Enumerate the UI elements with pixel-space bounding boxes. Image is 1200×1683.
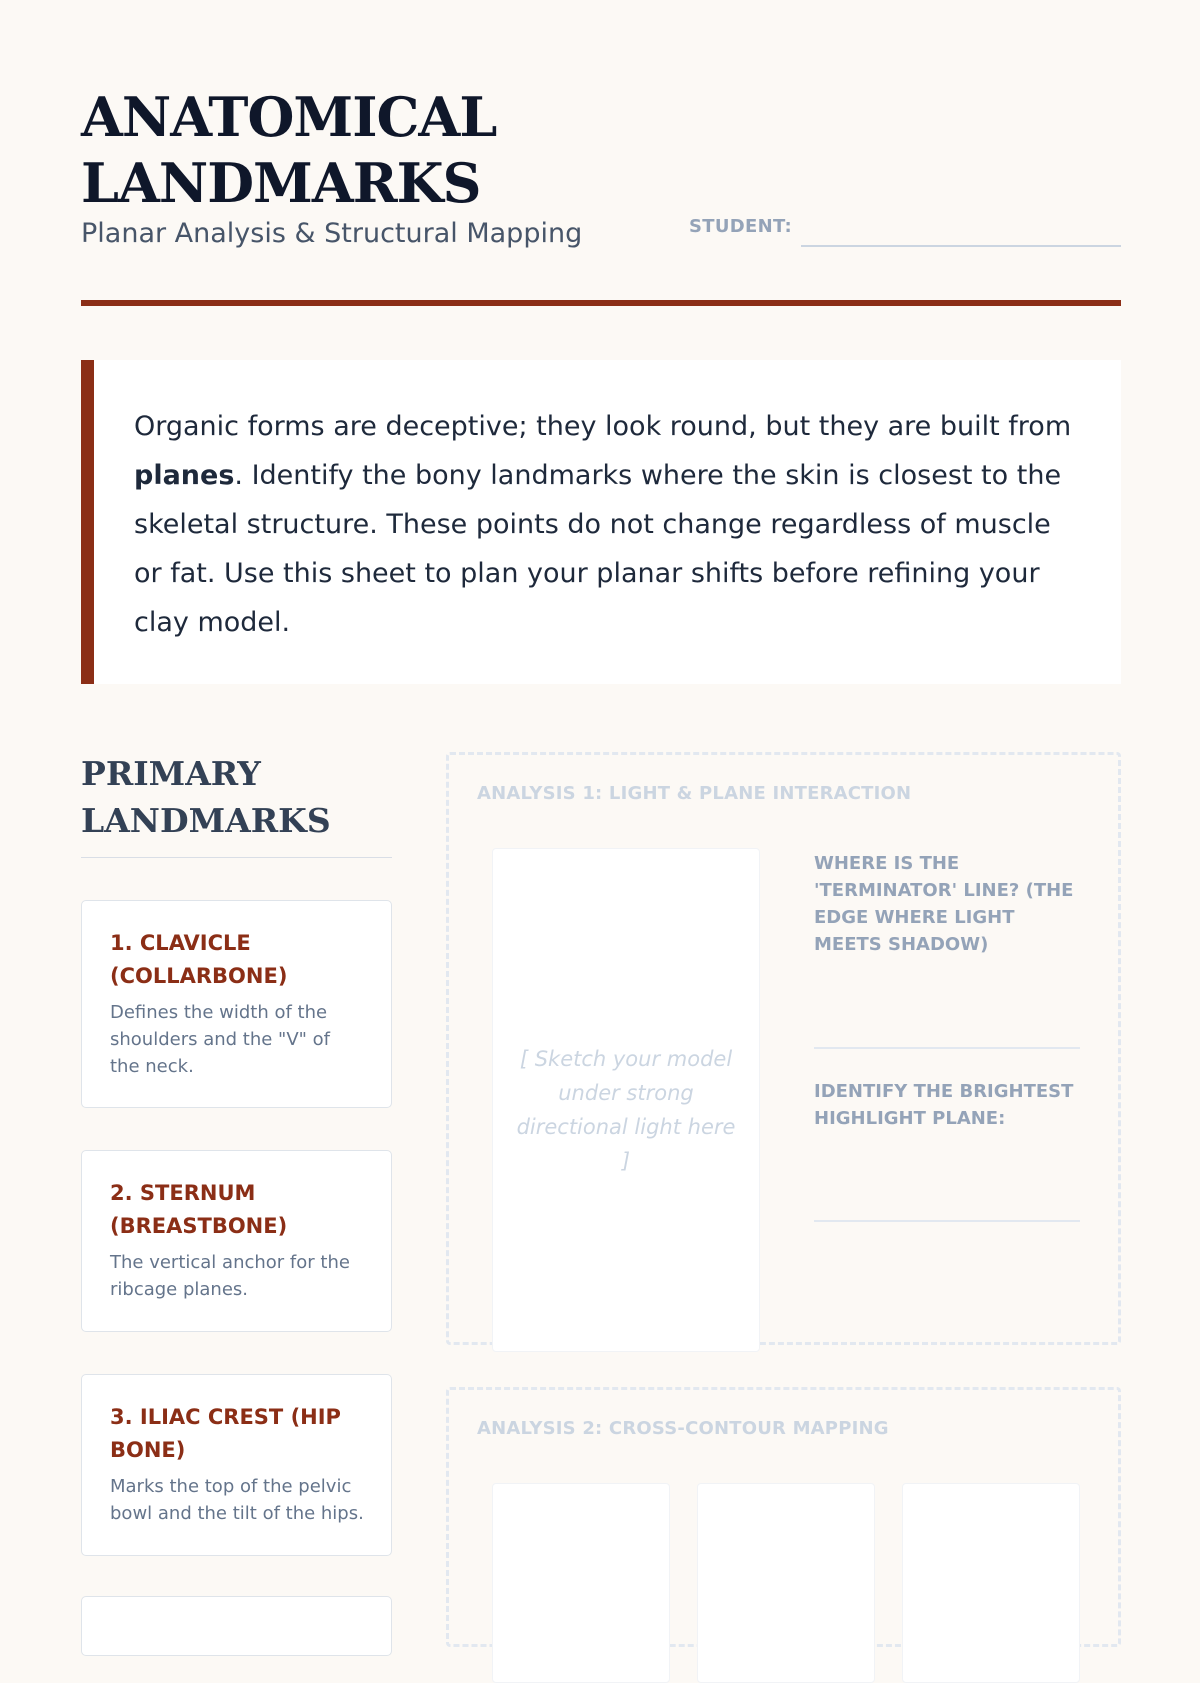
sidebar-title-line-1: PRIMARY <box>81 754 261 793</box>
sidebar-title <box>81 750 331 844</box>
student-name-field[interactable] <box>801 245 1121 247</box>
page-subtitle: Planar Analysis & Structural Mapping <box>81 218 583 249</box>
student-label: STUDENT: <box>689 216 793 237</box>
analysis-panel-light <box>446 752 1121 1345</box>
sidebar-divider <box>81 857 392 858</box>
landmark-description: Defines the width of the shoulders and the "V" of the neck. <box>110 1002 330 1077</box>
analysis-2-title: ANALYSIS 2: CROSS-CONTOUR MAPPING <box>477 1418 889 1439</box>
contour-sketch-box-1[interactable] <box>492 1483 670 1683</box>
landmark-card-iliac-crest <box>81 1374 392 1556</box>
sketch-area[interactable] <box>492 848 760 1352</box>
header-divider <box>81 300 1121 306</box>
intro-text-end: . Identify the bony landmarks where the skin is closest to the skeletal structure. These points do not change regardless of muscle or fat. Use this sheet to plan your planar shifts before refining your clay model. <box>134 460 1062 638</box>
worksheet-page <box>81 0 1121 1600</box>
analysis-1-title: ANALYSIS 1: LIGHT & PLANE INTERACTION <box>477 783 912 804</box>
landmark-card-sternum <box>81 1150 392 1332</box>
landmark-description: Marks the top of the pelvic bowl and the tilt of the hips. <box>110 1476 364 1524</box>
title-line-1: ANATOMICAL <box>81 85 497 149</box>
landmark-card-partial <box>81 1596 392 1656</box>
page-title <box>81 84 496 216</box>
landmark-title: 3. ILIAC CREST (HIP BONE) <box>110 1405 341 1462</box>
highlight-question: IDENTIFY THE BRIGHTEST HIGHLIGHT PLANE: <box>814 1081 1074 1129</box>
landmark-title: 2. STERNUM (BREASTBONE) <box>110 1181 288 1238</box>
contour-sketch-box-3[interactable] <box>902 1483 1080 1683</box>
intro-text-start: Organic forms are deceptive; they look round, but they are built from <box>134 411 1072 442</box>
sidebar-title-line-2: LANDMARKS <box>81 801 331 840</box>
analysis-panel-contour <box>446 1387 1121 1647</box>
contour-sketch-box-2[interactable] <box>697 1483 875 1683</box>
intro-callout <box>81 360 1121 684</box>
title-line-2: LANDMARKS <box>81 151 481 215</box>
landmark-card-clavicle <box>81 900 392 1108</box>
landmark-description: The vertical anchor for the ribcage planes. <box>110 1252 350 1300</box>
intro-emphasis: planes <box>134 460 235 491</box>
sketch-placeholder: [ Sketch your model under strong directional light here ] <box>516 1047 736 1173</box>
landmark-title: 1. CLAVICLE (COLLARBONE) <box>110 931 288 988</box>
terminator-answer-line[interactable] <box>814 1047 1080 1049</box>
terminator-question: WHERE IS THE 'TERMINATOR' LINE? (THE EDGE WHERE LIGHT MEETS SHADOW) <box>814 853 1074 955</box>
highlight-answer-line[interactable] <box>814 1220 1080 1222</box>
